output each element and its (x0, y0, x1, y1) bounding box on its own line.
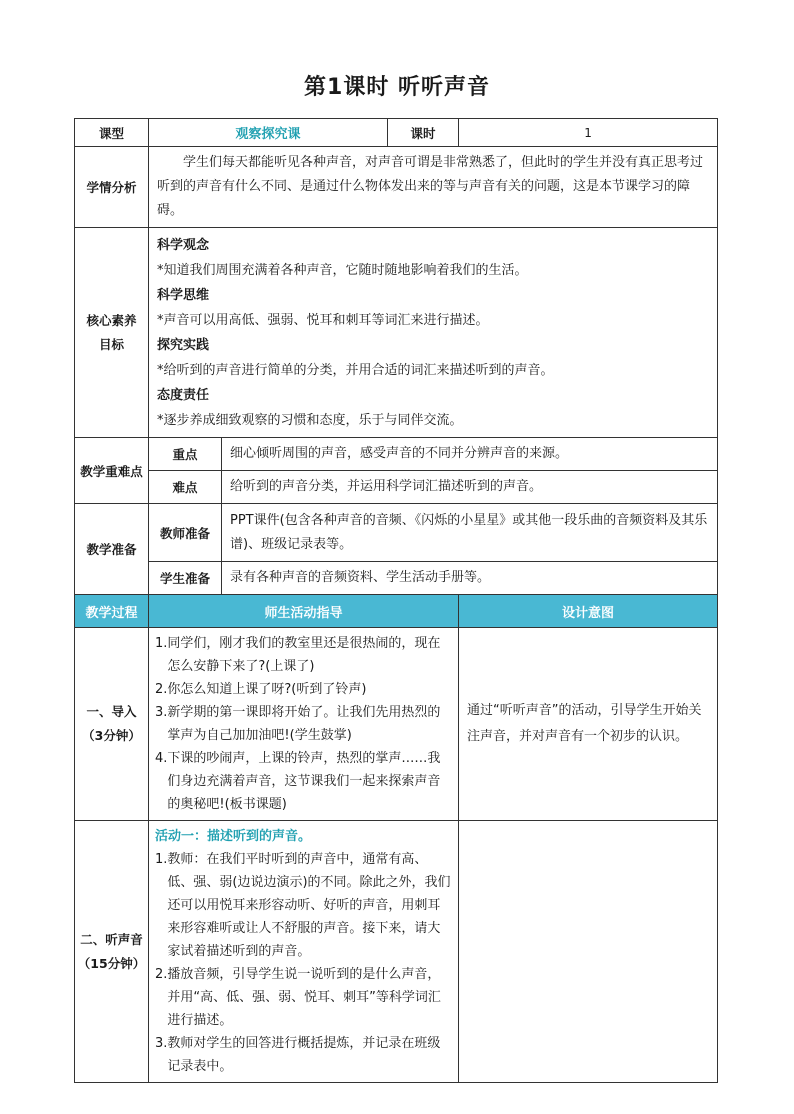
goal-text: *声音可以用高低、强弱、悦耳和刺耳等词汇来进行描述。 (157, 312, 489, 328)
item-text: 你怎么知道上课了呀?(听到了铃声) (167, 682, 367, 697)
item-text: 教师：在我们平时听到的声音中，通常有高、低、强、弱(边说边演示)的不同。除此之外，我们还可以用悦耳来形容动听、好听的声音，用刺耳来形容难听或让人不舒服的声音。接下来，请大家试着描述听到的声音。 (167, 852, 451, 959)
page-title: 第1课时 听听声音 (304, 75, 490, 100)
item-text: 播放音频，引导学生说一说听到的是什么声音，并用“高、低、强、弱、悦耳、刺耳”等科学词汇进行描述。 (167, 967, 441, 1028)
lesson-type-label: 课型 (75, 119, 149, 147)
item-text: 教师对学生的回答进行概括提炼，并记录在班级记录表中。 (167, 1036, 441, 1074)
list-item (155, 632, 452, 678)
item-number: 2. (155, 967, 168, 982)
list-item (155, 963, 452, 1032)
difficulty-label: 难点 (149, 471, 222, 504)
period-label: 课时 (388, 119, 459, 147)
activity-title: 活动一：描述听到的声音。 (155, 829, 312, 844)
stage-listen-intent (459, 821, 718, 1083)
process-header-intent: 设计意图 (459, 595, 718, 628)
item-number: 3. (155, 705, 168, 720)
analysis-text: 学生们每天都能听见各种声音，对声音可谓是非常熟悉了，但此时的学生并没有真正思考过听到的声音有什么不同、是通过什么物体发出来的等与声音有关的问题，这是本节课学习的障碍。 (149, 147, 718, 228)
student-prep-text: 录有各种声音的音频资料、学生活动手册等。 (222, 562, 718, 595)
student-prep-row (75, 562, 718, 595)
goal-head: 科学思维 (157, 287, 210, 303)
item-number: 4. (155, 751, 168, 766)
item-number: 3. (155, 1036, 168, 1051)
stage-listen-row (75, 821, 718, 1083)
header-row (75, 119, 718, 147)
goal-text: *知道我们周围充满着各种声音，它随时随地影响着我们的生活。 (157, 262, 528, 278)
goal-text: *给听到的声音进行简单的分类，并用合适的词汇来描述听到的声音。 (157, 362, 554, 378)
list-item (155, 678, 452, 701)
goals-content (149, 228, 718, 438)
lesson-plan-table (74, 118, 718, 1083)
preparation-label: 教学准备 (75, 504, 149, 595)
goals-row (75, 228, 718, 438)
stage-name: 一、导入 (86, 704, 137, 719)
goal-head: 探究实践 (157, 337, 210, 353)
key-points-label: 教学重难点 (75, 438, 149, 504)
teacher-prep-row (75, 504, 718, 562)
item-text: 新学期的第一课即将开始了。让我们先用热烈的掌声为自己加加油吧!(学生鼓掌) (167, 705, 441, 743)
analysis-label: 学情分析 (75, 147, 149, 228)
focus-label: 重点 (149, 438, 222, 471)
item-text: 下课的吵闹声，上课的铃声，热烈的掌声……我们身边充满着声音，这节课我们一起来探索声音的奥秘吧!(板书课题) (167, 751, 441, 812)
stage-intro-row (75, 628, 718, 821)
item-text: 同学们，刚才我们的教室里还是很热闹的，现在怎么安静下来了?(上课了) (167, 636, 441, 674)
stage-listen-label (75, 821, 149, 1083)
stage-intro-label (75, 628, 149, 821)
goals-label (75, 228, 149, 438)
teacher-prep-label: 教师准备 (149, 504, 222, 562)
list-item (155, 701, 452, 747)
stage-intro-intent: 通过“听听声音”的活动，引导学生开始关注声音，并对声音有一个初步的认识。 (459, 628, 718, 821)
lesson-type-value: 观察探究课 (149, 119, 388, 147)
goal-head: 科学观念 (157, 237, 210, 253)
goals-label-line1: 核心素养 (86, 312, 137, 328)
difficulty-row (75, 471, 718, 504)
focus-row (75, 438, 718, 471)
list-item (155, 848, 452, 963)
teacher-prep-text: PPT课件(包含各种声音的音频、《闪烁的小星星》或其他一段乐曲的音频资料及其乐谱)、班级记录表等。 (222, 504, 718, 562)
item-number: 2. (155, 682, 168, 697)
period-value: 1 (459, 119, 718, 147)
difficulty-text: 给听到的声音分类，并运用科学词汇描述听到的声音。 (222, 471, 718, 504)
stage-intro-activities (149, 628, 459, 821)
goal-text: *逐步养成细致观察的习惯和态度，乐于与同伴交流。 (157, 412, 463, 428)
item-number: 1. (155, 852, 168, 867)
stage-time: （15分钟） (77, 955, 146, 971)
focus-text: 细心倾听周围的声音，感受声音的不同并分辨声音的来源。 (222, 438, 718, 471)
stage-listen-activities (149, 821, 459, 1083)
list-item (155, 1032, 452, 1078)
goals-label-line2: 目标 (98, 336, 124, 352)
stage-time: （3分钟） (82, 728, 141, 743)
process-header-stage: 教学过程 (75, 595, 149, 628)
analysis-row (75, 147, 718, 228)
item-number: 1. (155, 636, 168, 651)
process-header-row (75, 595, 718, 628)
stage-name: 二、听声音 (80, 931, 143, 947)
student-prep-label: 学生准备 (149, 562, 222, 595)
list-item (155, 747, 452, 816)
process-header-activity: 师生活动指导 (149, 595, 459, 628)
goal-head: 态度责任 (157, 387, 210, 403)
